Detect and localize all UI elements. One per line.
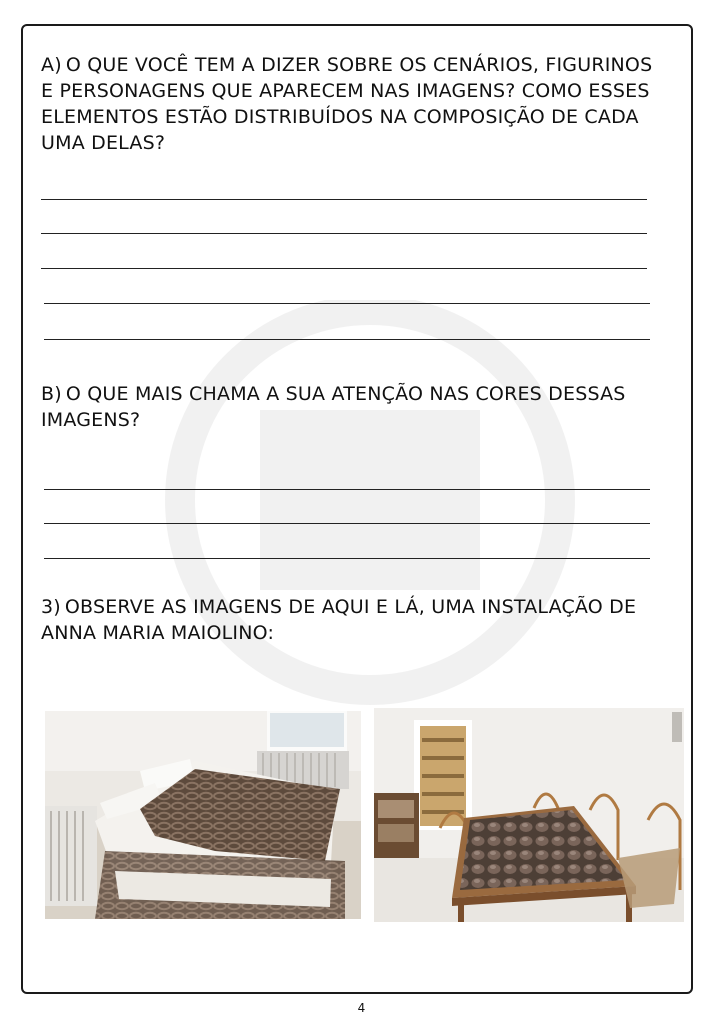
table-covered-with-clay-loaves-photo [374,708,684,922]
answer-line[interactable] [41,233,647,234]
question-b-text: O QUE MAIS CHAMA A SUA ATENÇÃO NAS CORES DESSAS IMAGENS? [41,383,626,431]
question-b [41,381,661,433]
bed-covered-with-clay-rolls-photo [45,711,361,919]
question-a-text: O QUE VOCÊ TEM A DIZER SOBRE OS CENÁRIOS, FIGURINOS E PERSONAGENS QUE APARECEM NAS IMAGENS? COMO ESSES ELEMENTOS ESTÃO DISTRIBUÍDOS NA COMPOSIÇÃO DE CADA UMA DELAS? [41,54,653,154]
answer-line[interactable] [44,558,650,559]
answer-line[interactable] [41,268,647,269]
answer-line[interactable] [44,339,650,340]
question-3 [41,594,661,646]
answer-line[interactable] [44,523,650,524]
question-3-text: OBSERVE AS IMAGENS DE AQUI E LÁ, UMA INSTALAÇÃO DE ANNA MARIA MAIOLINO: [41,596,637,644]
question-a [41,52,661,156]
question-3-label: 3) [41,596,61,618]
answer-line[interactable] [41,199,647,200]
page-number: 4 [357,1001,366,1015]
answer-line[interactable] [44,489,650,490]
question-a-label: A) [41,54,62,76]
answer-line[interactable] [44,303,650,304]
question-b-label: B) [41,383,62,405]
